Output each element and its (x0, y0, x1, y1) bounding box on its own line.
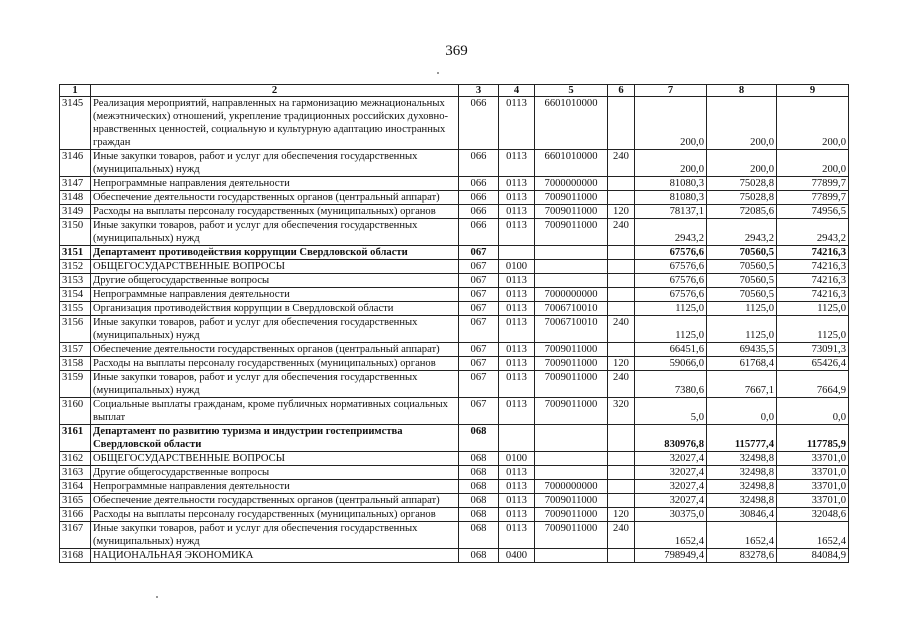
row-number-cell: 3163 (60, 466, 91, 480)
admin-code-cell: 067 (459, 398, 499, 425)
row-number-cell: 3161 (60, 425, 91, 452)
table-row (60, 274, 849, 288)
row-name-cell: Расходы на выплаты персоналу государственных (муниципальных) органов (91, 508, 459, 522)
row-number-cell: 3150 (60, 219, 91, 246)
row-number-cell: 3155 (60, 302, 91, 316)
scan-speck (437, 72, 439, 74)
row-name-cell: Реализация мероприятий, направленных на гармонизацию межнациональных (межэтнических) отношений, укрепление традиционных российских духовно-нравственных ценностей, социальную и культурную адаптацию иностранных граждан (91, 97, 459, 150)
target-code-cell: 6601010000 (535, 97, 608, 150)
table-row (60, 177, 849, 191)
amount-cell: 1125,0 (777, 316, 849, 343)
section-code-cell: 0113 (499, 494, 535, 508)
amount-cell: 1652,4 (635, 522, 707, 549)
row-name-cell: Расходы на выплаты персоналу государственных (муниципальных) органов (91, 357, 459, 371)
amount-cell: 67576,6 (635, 246, 707, 260)
amount-cell: 32498,8 (707, 452, 777, 466)
amount-cell: 78137,1 (635, 205, 707, 219)
amount-cell: 1125,0 (777, 302, 849, 316)
target-code-cell: 7009011000 (535, 494, 608, 508)
amount-cell: 830976,8 (635, 425, 707, 452)
row-number-cell: 3157 (60, 343, 91, 357)
admin-code-cell: 068 (459, 466, 499, 480)
expense-type-cell (608, 302, 635, 316)
row-name-cell: Департамент противодействия коррупции Свердловской области (91, 246, 459, 260)
expense-type-cell: 320 (608, 398, 635, 425)
amount-cell: 32027,4 (635, 480, 707, 494)
table-row (60, 508, 849, 522)
header-cell: 9 (777, 85, 849, 97)
section-code-cell: 0113 (499, 480, 535, 494)
table-row (60, 343, 849, 357)
amount-cell: 32048,6 (777, 508, 849, 522)
amount-cell: 32498,8 (707, 466, 777, 480)
row-number-cell: 3164 (60, 480, 91, 494)
row-number-cell: 3156 (60, 316, 91, 343)
expense-type-cell (608, 260, 635, 274)
row-name-cell: Непрограммные направления деятельности (91, 288, 459, 302)
admin-code-cell: 068 (459, 508, 499, 522)
amount-cell: 75028,8 (707, 191, 777, 205)
amount-cell: 32027,4 (635, 494, 707, 508)
amount-cell: 30375,0 (635, 508, 707, 522)
admin-code-cell: 068 (459, 480, 499, 494)
table-row (60, 357, 849, 371)
header-cell: 6 (608, 85, 635, 97)
amount-cell: 77899,7 (777, 177, 849, 191)
amount-cell: 33701,0 (777, 480, 849, 494)
expense-type-cell: 240 (608, 316, 635, 343)
row-name-cell: Обеспечение деятельности государственных органов (центральный аппарат) (91, 343, 459, 357)
amount-cell: 200,0 (777, 150, 849, 177)
section-code-cell: 0113 (499, 357, 535, 371)
target-code-cell: 7000000000 (535, 177, 608, 191)
expense-type-cell (608, 466, 635, 480)
target-code-cell: 7009011000 (535, 219, 608, 246)
expense-type-cell: 240 (608, 522, 635, 549)
amount-cell: 75028,8 (707, 177, 777, 191)
table-row (60, 316, 849, 343)
amount-cell: 74216,3 (777, 260, 849, 274)
section-code-cell (499, 246, 535, 260)
amount-cell: 33701,0 (777, 494, 849, 508)
expense-type-cell: 120 (608, 205, 635, 219)
amount-cell: 74216,3 (777, 246, 849, 260)
amount-cell: 70560,5 (707, 246, 777, 260)
admin-code-cell: 066 (459, 177, 499, 191)
section-code-cell: 0113 (499, 150, 535, 177)
header-cell: 2 (91, 85, 459, 97)
admin-code-cell: 066 (459, 191, 499, 205)
row-number-cell: 3166 (60, 508, 91, 522)
amount-cell: 1125,0 (707, 302, 777, 316)
admin-code-cell: 067 (459, 357, 499, 371)
amount-cell: 33701,0 (777, 466, 849, 480)
target-code-cell (535, 425, 608, 452)
amount-cell: 67576,6 (635, 260, 707, 274)
budget-table (59, 84, 849, 563)
expense-type-cell (608, 494, 635, 508)
amount-cell: 5,0 (635, 398, 707, 425)
target-code-cell: 7009011000 (535, 343, 608, 357)
section-code-cell: 0113 (499, 274, 535, 288)
row-number-cell: 3149 (60, 205, 91, 219)
amount-cell: 30846,4 (707, 508, 777, 522)
admin-code-cell: 067 (459, 288, 499, 302)
row-name-cell: Другие общегосударственные вопросы (91, 274, 459, 288)
admin-code-cell: 068 (459, 522, 499, 549)
amount-cell: 0,0 (777, 398, 849, 425)
row-number-cell: 3162 (60, 452, 91, 466)
section-code-cell: 0113 (499, 97, 535, 150)
row-name-cell: Непрограммные направления деятельности (91, 480, 459, 494)
row-name-cell: Организация противодействия коррупции в Свердловской области (91, 302, 459, 316)
amount-cell: 33701,0 (777, 452, 849, 466)
amount-cell: 32498,8 (707, 494, 777, 508)
amount-cell: 83278,6 (707, 549, 777, 563)
target-code-cell: 7009011000 (535, 398, 608, 425)
header-cell: 4 (499, 85, 535, 97)
target-code-cell: 7000000000 (535, 288, 608, 302)
amount-cell: 1652,4 (707, 522, 777, 549)
table-row (60, 452, 849, 466)
row-name-cell: Иные закупки товаров, работ и услуг для обеспечения государственных (муниципальных) нужд (91, 522, 459, 549)
amount-cell: 70560,5 (707, 274, 777, 288)
amount-cell: 32027,4 (635, 466, 707, 480)
row-name-cell: Социальные выплаты гражданам, кроме публичных нормативных социальных выплат (91, 398, 459, 425)
amount-cell: 72085,6 (707, 205, 777, 219)
amount-cell: 67576,6 (635, 288, 707, 302)
target-code-cell (535, 246, 608, 260)
amount-cell: 74216,3 (777, 274, 849, 288)
target-code-cell: 7009011000 (535, 522, 608, 549)
table-row (60, 219, 849, 246)
amount-cell: 32498,8 (707, 480, 777, 494)
expense-type-cell: 240 (608, 371, 635, 398)
amount-cell: 70560,5 (707, 288, 777, 302)
table-row (60, 549, 849, 563)
target-code-cell: 7000000000 (535, 480, 608, 494)
scan-speck (156, 596, 158, 598)
table-row (60, 150, 849, 177)
section-code-cell: 0400 (499, 549, 535, 563)
row-name-cell: Расходы на выплаты персоналу государственных (муниципальных) органов (91, 205, 459, 219)
amount-cell: 117785,9 (777, 425, 849, 452)
row-name-cell: Обеспечение деятельности государственных органов (центральный аппарат) (91, 191, 459, 205)
section-code-cell: 0113 (499, 205, 535, 219)
amount-cell: 61768,4 (707, 357, 777, 371)
section-code-cell: 0113 (499, 371, 535, 398)
row-name-cell: НАЦИОНАЛЬНАЯ ЭКОНОМИКА (91, 549, 459, 563)
admin-code-cell: 067 (459, 343, 499, 357)
amount-cell: 200,0 (635, 150, 707, 177)
amount-cell: 2943,2 (635, 219, 707, 246)
row-name-cell: ОБЩЕГОСУДАРСТВЕННЫЕ ВОПРОСЫ (91, 452, 459, 466)
amount-cell: 200,0 (777, 97, 849, 150)
row-number-cell: 3160 (60, 398, 91, 425)
admin-code-cell: 067 (459, 246, 499, 260)
table-row (60, 288, 849, 302)
amount-cell: 7664,9 (777, 371, 849, 398)
row-number-cell: 3151 (60, 246, 91, 260)
amount-cell: 32027,4 (635, 452, 707, 466)
amount-cell: 1125,0 (635, 316, 707, 343)
page-number: 369 (445, 43, 468, 59)
target-code-cell: 7006710010 (535, 302, 608, 316)
admin-code-cell: 068 (459, 425, 499, 452)
amount-cell: 1652,4 (777, 522, 849, 549)
table-row (60, 466, 849, 480)
section-code-cell: 0113 (499, 466, 535, 480)
section-code-cell: 0113 (499, 302, 535, 316)
target-code-cell (535, 466, 608, 480)
amount-cell: 200,0 (707, 97, 777, 150)
amount-cell: 74956,5 (777, 205, 849, 219)
amount-cell: 0,0 (707, 398, 777, 425)
admin-code-cell: 066 (459, 150, 499, 177)
row-name-cell: ОБЩЕГОСУДАРСТВЕННЫЕ ВОПРОСЫ (91, 260, 459, 274)
header-cell: 1 (60, 85, 91, 97)
row-name-cell: Другие общегосударственные вопросы (91, 466, 459, 480)
amount-cell: 1125,0 (707, 316, 777, 343)
row-name-cell: Иные закупки товаров, работ и услуг для обеспечения государственных (муниципальных) нужд (91, 219, 459, 246)
amount-cell: 70560,5 (707, 260, 777, 274)
admin-code-cell: 067 (459, 274, 499, 288)
admin-code-cell: 066 (459, 97, 499, 150)
expense-type-cell (608, 274, 635, 288)
table-row (60, 522, 849, 549)
row-number-cell: 3167 (60, 522, 91, 549)
amount-cell: 59066,0 (635, 357, 707, 371)
amount-cell: 798949,4 (635, 549, 707, 563)
amount-cell: 69435,5 (707, 343, 777, 357)
header-cell: 8 (707, 85, 777, 97)
row-number-cell: 3159 (60, 371, 91, 398)
row-number-cell: 3145 (60, 97, 91, 150)
header-cell: 3 (459, 85, 499, 97)
target-code-cell (535, 260, 608, 274)
row-name-cell: Обеспечение деятельности государственных органов (центральный аппарат) (91, 494, 459, 508)
row-name-cell: Непрограммные направления деятельности (91, 177, 459, 191)
row-number-cell: 3153 (60, 274, 91, 288)
expense-type-cell (608, 425, 635, 452)
admin-code-cell: 066 (459, 205, 499, 219)
table-row (60, 480, 849, 494)
admin-code-cell: 068 (459, 452, 499, 466)
table-row (60, 371, 849, 398)
section-code-cell: 0113 (499, 522, 535, 549)
section-code-cell: 0100 (499, 260, 535, 274)
target-code-cell: 7009011000 (535, 508, 608, 522)
target-code-cell: 7006710010 (535, 316, 608, 343)
expense-type-cell: 240 (608, 150, 635, 177)
target-code-cell (535, 452, 608, 466)
amount-cell: 7380,6 (635, 371, 707, 398)
table-row (60, 191, 849, 205)
table-row (60, 260, 849, 274)
target-code-cell (535, 274, 608, 288)
amount-cell: 200,0 (635, 97, 707, 150)
expense-type-cell (608, 191, 635, 205)
admin-code-cell: 068 (459, 549, 499, 563)
expense-type-cell: 120 (608, 508, 635, 522)
section-code-cell: 0113 (499, 288, 535, 302)
expense-type-cell (608, 288, 635, 302)
section-code-cell (499, 425, 535, 452)
row-number-cell: 3168 (60, 549, 91, 563)
expense-type-cell (608, 452, 635, 466)
table-header-row (60, 85, 849, 97)
expense-type-cell: 240 (608, 219, 635, 246)
section-code-cell: 0113 (499, 316, 535, 343)
section-code-cell: 0113 (499, 508, 535, 522)
admin-code-cell: 067 (459, 316, 499, 343)
row-number-cell: 3154 (60, 288, 91, 302)
amount-cell: 200,0 (707, 150, 777, 177)
row-name-cell: Иные закупки товаров, работ и услуг для обеспечения государственных (муниципальных) нужд (91, 150, 459, 177)
amount-cell: 65426,4 (777, 357, 849, 371)
expense-type-cell (608, 97, 635, 150)
target-code-cell: 7009011000 (535, 357, 608, 371)
table-row (60, 398, 849, 425)
row-name-cell: Департамент по развитию туризма и индустрии гостеприимства Свердловской области (91, 425, 459, 452)
amount-cell: 7667,1 (707, 371, 777, 398)
row-number-cell: 3165 (60, 494, 91, 508)
amount-cell: 81080,3 (635, 177, 707, 191)
table-row (60, 205, 849, 219)
header-cell: 7 (635, 85, 707, 97)
table-row (60, 425, 849, 452)
target-code-cell: 7009011000 (535, 371, 608, 398)
row-number-cell: 3147 (60, 177, 91, 191)
section-code-cell: 0113 (499, 343, 535, 357)
table-row (60, 494, 849, 508)
row-number-cell: 3148 (60, 191, 91, 205)
amount-cell: 81080,3 (635, 191, 707, 205)
amount-cell: 74216,3 (777, 288, 849, 302)
amount-cell: 73091,3 (777, 343, 849, 357)
header-cell: 5 (535, 85, 608, 97)
amount-cell: 77899,7 (777, 191, 849, 205)
target-code-cell (535, 549, 608, 563)
expense-type-cell (608, 549, 635, 563)
expense-type-cell (608, 343, 635, 357)
section-code-cell: 0113 (499, 219, 535, 246)
expense-type-cell (608, 177, 635, 191)
amount-cell: 84084,9 (777, 549, 849, 563)
section-code-cell: 0113 (499, 191, 535, 205)
admin-code-cell: 066 (459, 219, 499, 246)
admin-code-cell: 067 (459, 302, 499, 316)
amount-cell: 1125,0 (635, 302, 707, 316)
section-code-cell: 0113 (499, 177, 535, 191)
expense-type-cell (608, 480, 635, 494)
amount-cell: 115777,4 (707, 425, 777, 452)
expense-type-cell: 120 (608, 357, 635, 371)
amount-cell: 2943,2 (777, 219, 849, 246)
target-code-cell: 7009011000 (535, 191, 608, 205)
row-name-cell: Иные закупки товаров, работ и услуг для обеспечения государственных (муниципальных) нужд (91, 371, 459, 398)
admin-code-cell: 068 (459, 494, 499, 508)
row-number-cell: 3158 (60, 357, 91, 371)
section-code-cell: 0113 (499, 398, 535, 425)
table-row (60, 246, 849, 260)
admin-code-cell: 067 (459, 260, 499, 274)
admin-code-cell: 067 (459, 371, 499, 398)
target-code-cell: 6601010000 (535, 150, 608, 177)
table-row (60, 302, 849, 316)
amount-cell: 2943,2 (707, 219, 777, 246)
amount-cell: 67576,6 (635, 274, 707, 288)
expense-type-cell (608, 246, 635, 260)
section-code-cell: 0100 (499, 452, 535, 466)
row-number-cell: 3152 (60, 260, 91, 274)
row-number-cell: 3146 (60, 150, 91, 177)
amount-cell: 66451,6 (635, 343, 707, 357)
table-row (60, 97, 849, 150)
row-name-cell: Иные закупки товаров, работ и услуг для обеспечения государственных (муниципальных) нужд (91, 316, 459, 343)
target-code-cell: 7009011000 (535, 205, 608, 219)
